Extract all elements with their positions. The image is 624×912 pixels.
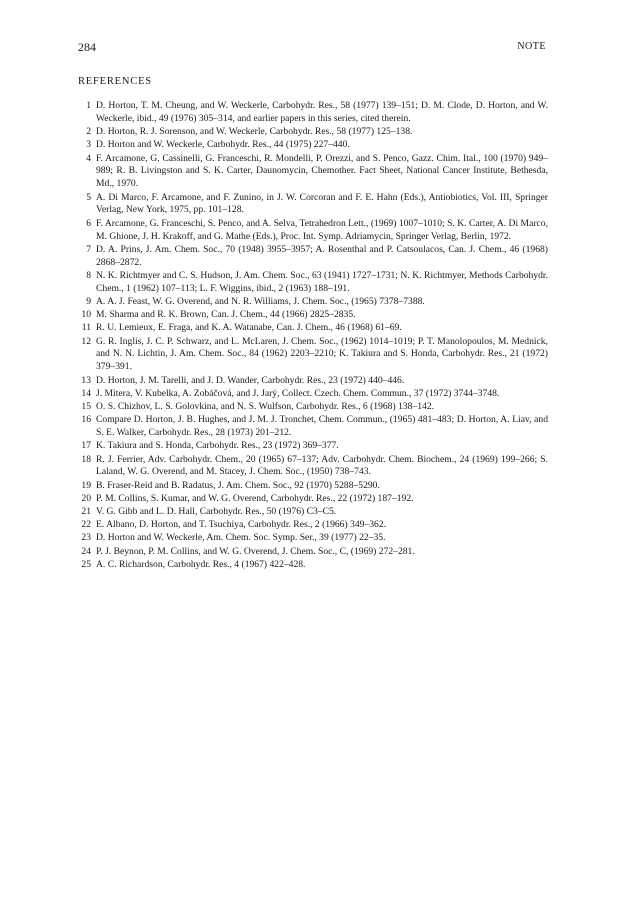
reference-text: N. K. Richtmyer and C. S. Hudson, J. Am. Chem. Soc., 63 (1941) 1727–1731; N. K. Richtmyer, Methods Carbohydr. Chem., 1 (1962) 107–113; L. F. Wiggins, ibid., 2 (1963) 188–191. (96, 269, 548, 294)
reference-text: D. Horton and W. Weckerle, Am. Chem. Soc. Symp. Ser., 39 (1977) 22–35. (96, 532, 386, 544)
reference-entry (78, 493, 548, 506)
reference-entry (78, 454, 548, 480)
section-title: REFERENCES (78, 76, 152, 87)
reference-text: O. S. Chizhov, L. S. Golovkina, and N. S. Wulfson, Carbohydr. Res., 6 (1968) 138–142. (96, 401, 435, 412)
page-number: 284 (78, 40, 96, 54)
reference-text: D. Horton, T. M. Cheung, and W. Weckerle, Carbohydr. Res., 58 (1977) 139–151; D. M. Clode, D. Horton, and W. Weckerle, ibid., 49 (1976) 305–314, and earlier papers in this series, cited therein. (96, 100, 548, 124)
reference-entry (78, 414, 548, 440)
reference-number: 17 (81, 440, 91, 452)
reference-text: M. Sharma and R. K. Brown, Can. J. Chem., 44 (1966) 2825–2835. (96, 309, 356, 321)
reference-number: 16 (81, 414, 91, 426)
reference-entry (78, 100, 548, 126)
reference-text: D. Horton and W. Weckerle, Carbohydr. Res., 44 (1975) 227–440. (96, 139, 350, 151)
reference-number: 3 (86, 139, 91, 151)
reference-text: A. C. Richardson, Carbohydr. Res., 4 (1967) 422–428. (96, 558, 306, 570)
reference-text: A. A. J. Feast, W. G. Overend, and N. R. Williams, J. Chem. Soc., (1965) 7378–7388. (96, 295, 425, 307)
reference-text: D. Horton, J. M. Tarelli, and J. D. Wander, Carbohydr. Res., 23 (1972) 440–446. (96, 374, 405, 386)
reference-text: F. Arcamone, G. Cassinelli, G. Franceschi, R. Mondelli, P. Orezzi, and S. Penco, Gazz. Chim. Ital., 100 (1970) 949–989; R. B. Livingston and S. K. Carter, Daunomycin, Chemother. Fact Sheet, National Cancer Institute, Bethesda, Md., 1970. (96, 152, 548, 190)
reference-number: 25 (81, 558, 91, 570)
reference-entry (78, 296, 548, 309)
reference-number: 11 (81, 322, 91, 334)
reference-text: E. Albano, D. Horton, and T. Tsuchiya, Carbohydr. Res., 2 (1966) 349–362. (96, 519, 387, 531)
reference-list (78, 100, 548, 572)
reference-number: 21 (81, 506, 91, 518)
reference-number: 10 (81, 309, 91, 321)
reference-entry (78, 559, 548, 572)
reference-number: 18 (81, 453, 91, 465)
reference-entry (78, 192, 548, 218)
reference-entry (78, 270, 548, 296)
reference-number: 23 (81, 532, 91, 544)
reference-number: 24 (81, 545, 91, 557)
reference-text: Compare D. Horton, J. B. Hughes, and J. M. J. Tronchet, Chem. Commun., (1965) 481–483; D. Horton, A. Liav, and S. E. Walker, Carbohydr. Res., 28 (1973) 201–212. (96, 414, 548, 439)
reference-entry (78, 375, 548, 388)
reference-text: R. J. Ferrier, Adv. Carbohydr. Chem., 20 (1965) 67–137; Adv. Carbohydr. Chem. Biochem., 24 (1969) 199–266; S. Laland, W. G. Overend, and M. Stacey, J. Chem. Soc., (1950) 738–743. (96, 453, 548, 478)
reference-entry (78, 309, 548, 322)
reference-text: P. J. Beynon, P. M. Collins, and W. G. Overend, J. Chem. Soc., C, (1969) 272–281. (96, 545, 415, 557)
reference-entry (78, 336, 548, 375)
reference-entry (78, 401, 548, 414)
reference-entry (78, 153, 548, 192)
reference-entry (78, 546, 548, 559)
reference-text: P. M. Collins, S. Kumar, and W. G. Overend, Carbohydr. Res., 22 (1972) 187–192. (96, 492, 414, 504)
reference-text: V. G. Gibb and L. D. Hall, Carbohydr. Res., 50 (1976) C3–C5. (96, 506, 337, 518)
reference-number: 6 (86, 217, 91, 229)
reference-entry (78, 139, 548, 152)
reference-text: B. Fraser-Reid and B. Radatus, J. Am. Chem. Soc., 92 (1970) 5288–5290. (96, 479, 380, 491)
reference-text: A. Di Marco, F. Arcamone, and F. Zunino, in J. W. Corcoran and F. E. Hahn (Eds.), Antiobiotics, Vol. III, Springer Verlag, New York, 1975, pp. 101–128. (96, 191, 548, 216)
reference-number: 20 (81, 492, 91, 504)
reference-number: 12 (81, 335, 91, 347)
reference-entry (78, 388, 548, 401)
reference-text: J. Mitera, V. Kubelka, A. Zobáčová, and J. Jarý, Collect. Czech. Chem. Commun., 37 (1972) 3744–3748. (96, 387, 500, 399)
reference-text: D. Horton, R. J. Sorenson, and W. Weckerle, Carbohydr. Res., 58 (1977) 125–138. (96, 126, 413, 138)
reference-text: D. A. Prins, J. Am. Chem. Soc., 70 (1948) 3955–3957; A. Rosenthal and P. Catsoulacos, Can. J. Chem., 46 (1968) 2868–2872. (96, 243, 548, 268)
reference-entry (78, 519, 548, 532)
reference-text: G. R. Inglis, J. C. P. Schwarz, and L. McLaren, J. Chem. Soc., (1962) 1014–1019; P. T. Manolopoulos, M. Mednick, and N. N. Lichtin, J. Am. Chem. Soc., 84 (1962) 2203–2210; K. Takiura and S. Honda, Carbohydr. Res., 21 (1972) 379–391. (96, 335, 548, 373)
reference-number: 8 (86, 269, 91, 281)
reference-text: R. U. Lemieux, E. Fraga, and K. A. Watanabe, Can. J. Chem., 46 (1968) 61–69. (96, 322, 402, 334)
reference-entry (78, 506, 548, 519)
reference-text: F. Arcamone, G. Franceschi, S. Penco, and A. Selva, Tetrahedron Lett., (1969) 1007–1010; S. K. Carter, A. Di Marco, M. Ghione, J. H. Krakoff, and G. Mathe (Eds.), Proc. Int. Symp. Adriamycin, Springer Verlag, Berlin, 1972. (96, 217, 548, 242)
reference-number: 2 (86, 126, 91, 138)
reference-entry (78, 126, 548, 139)
reference-entry (78, 480, 548, 493)
reference-number: 19 (81, 479, 91, 491)
reference-entry (78, 218, 548, 244)
reference-number: 1 (86, 100, 91, 111)
reference-number: 5 (86, 191, 91, 203)
reference-number: 13 (81, 374, 91, 386)
reference-text: K. Takiura and S. Honda, Carbohydr. Res., 23 (1972) 369–377. (96, 440, 339, 452)
running-head: NOTE (517, 41, 546, 52)
reference-entry (78, 440, 548, 453)
reference-number: 22 (81, 519, 91, 531)
reference-number: 15 (81, 401, 91, 412)
reference-entry (78, 532, 548, 545)
reference-entry (78, 322, 548, 335)
reference-entry (78, 244, 548, 270)
reference-number: 7 (86, 243, 91, 255)
reference-number: 9 (86, 295, 91, 307)
reference-number: 14 (81, 387, 91, 399)
reference-number: 4 (86, 152, 91, 164)
